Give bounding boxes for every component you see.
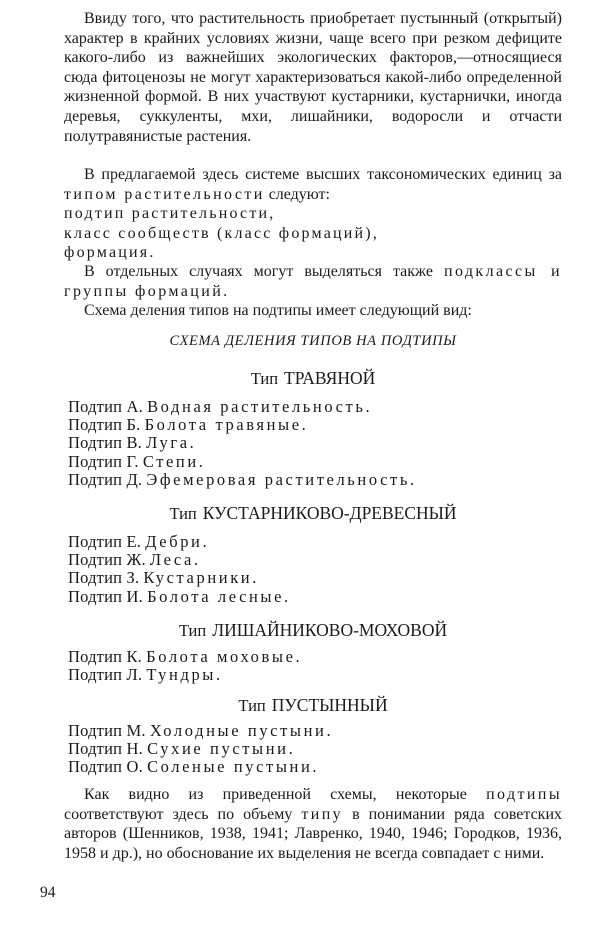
subtype-label: Подтип Ж. xyxy=(68,550,146,570)
subtype-label: Подтип Е. xyxy=(68,532,142,551)
type-heading xyxy=(64,620,562,641)
subtype-row xyxy=(68,551,291,569)
p2-spaced-term: типом растительности xyxy=(64,185,265,203)
subtype-text: Степи. xyxy=(142,451,206,471)
intro-paragraph-2 xyxy=(64,165,562,204)
list-item: формация. xyxy=(64,244,156,262)
subtype-text: Леса. xyxy=(149,550,201,570)
type-name: ТРАВЯНОЙ xyxy=(284,368,376,388)
subtype-text: Холодные пустыни. xyxy=(149,721,334,740)
subtype-list xyxy=(68,533,291,606)
page-number: 94 xyxy=(40,884,56,901)
type-word: Тип xyxy=(169,504,197,523)
p3-text-after: . xyxy=(223,282,228,300)
type-heading xyxy=(64,368,562,389)
subtype-label: Подтип А. xyxy=(68,397,143,416)
subtype-text: Дебри. xyxy=(145,532,210,551)
type-word: Тип xyxy=(238,696,266,715)
subtype-label: Подтип О. xyxy=(68,757,143,777)
type-heading xyxy=(64,503,562,524)
conclusion-text-3: в понимании ряда советских авторов (Шенников, 1938, 1941; Лавренко, 1940, 1946; Городков, 1936, 1958 и др.), но обоснование их выделения не всегда совпадает с ними. xyxy=(64,805,562,862)
subtype-label: Подтип М. xyxy=(68,721,146,740)
subtype-row xyxy=(68,453,417,471)
subtype-text: Болота лесные. xyxy=(147,586,291,606)
subtype-row xyxy=(68,758,333,776)
conclusion-paragraph xyxy=(64,785,562,863)
intro-paragraph-1: Ввиду того, что растительность приобретает пустынный (открытый) характер в крайних условиях жизни, чаще всего при резком дефиците какого-либо из важнейших экологических факторов,—относящиеся сюда фитоценозы не могут характеризоваться какой-либо определенной жизненной формой. В них участвуют кустарники, кустарнички, иногда деревья, суккуленты, мхи, лишайники, водоросли и отчасти полутравянистые растения. xyxy=(64,10,562,145)
p2-text-before: В предлагаемой здесь системе высших таксономических единиц за xyxy=(84,166,562,183)
subtype-text: Болота моховые. xyxy=(146,647,303,666)
scheme-title: СХЕМА ДЕЛЕНИЯ ТИПОВ НА ПОДТИПЫ xyxy=(169,333,457,349)
list-item: подтип растительности, xyxy=(64,205,276,222)
subtype-text: Сухие пустыни. xyxy=(147,739,296,759)
type-word: Тип xyxy=(178,621,207,640)
subtype-label: Подтип В. xyxy=(68,433,143,453)
subtype-row xyxy=(68,588,291,606)
taxonomy-list xyxy=(64,204,379,263)
subtype-label: Подтип З. xyxy=(68,568,140,588)
subtype-text: Эфемеровая растительность. xyxy=(146,469,417,489)
subtype-label: Подтип И. xyxy=(68,586,143,606)
conclusion-text-1: Как видно из приведенной схемы, некоторые xyxy=(84,786,487,803)
subtype-label: Подтип К. xyxy=(68,647,143,666)
subtype-text: Тундры. xyxy=(146,665,223,685)
subtype-row xyxy=(68,416,417,434)
type-name: ЛИШАЙНИКОВО-МОХОВОЙ xyxy=(212,620,448,640)
subtype-label: Подтип Л. xyxy=(68,665,143,685)
type-word: Тип xyxy=(250,369,279,388)
subtype-label: Подтип Д. xyxy=(68,469,143,489)
subtype-row xyxy=(68,569,291,587)
subtype-row xyxy=(68,722,333,740)
subtype-list xyxy=(68,722,333,777)
subtype-text: Водная растительность. xyxy=(147,397,373,416)
subtype-text: Луга. xyxy=(146,433,197,453)
p3-spaced-term: подклассы и группы формаций xyxy=(64,263,562,300)
subtype-row xyxy=(68,398,417,416)
conclusion-text-2: соответствуют здесь по объему xyxy=(64,805,302,823)
type-name: ПУСТЫННЫЙ xyxy=(271,695,388,715)
conclusion-spaced-term-2: типу xyxy=(301,805,344,823)
subtype-list xyxy=(68,398,417,489)
subtype-row xyxy=(68,533,291,551)
subtype-row xyxy=(68,471,417,489)
type-name: КУСТАРНИКОВО-ДРЕВЕСНЫЙ xyxy=(202,503,457,523)
intro-paragraph-4: Схема деления типов на подтипы имеет следующий вид: xyxy=(84,302,472,319)
subtype-text: Соленые пустыни. xyxy=(147,757,320,777)
subtype-row xyxy=(68,666,302,684)
subtype-label: Подтип Н. xyxy=(68,739,143,759)
conclusion-spaced-term-1: подтипы xyxy=(486,786,562,803)
list-item: класс сообществ (класс формаций), xyxy=(64,224,380,242)
subtype-list xyxy=(68,648,302,684)
subtype-row xyxy=(68,740,333,758)
intro-paragraph-3 xyxy=(64,262,562,301)
subtype-row xyxy=(68,434,417,452)
subtype-label: Подтип Г. xyxy=(68,451,139,471)
subtype-text: Болота травяные. xyxy=(144,415,309,435)
type-heading xyxy=(64,695,562,716)
p3-text-before: В отдельных случаях могут выделяться также xyxy=(84,263,444,280)
subtype-text: Кустарники. xyxy=(143,568,259,588)
subtype-label: Подтип Б. xyxy=(68,415,141,435)
p2-text-after: следуют: xyxy=(264,185,330,203)
subtype-row xyxy=(68,648,302,666)
